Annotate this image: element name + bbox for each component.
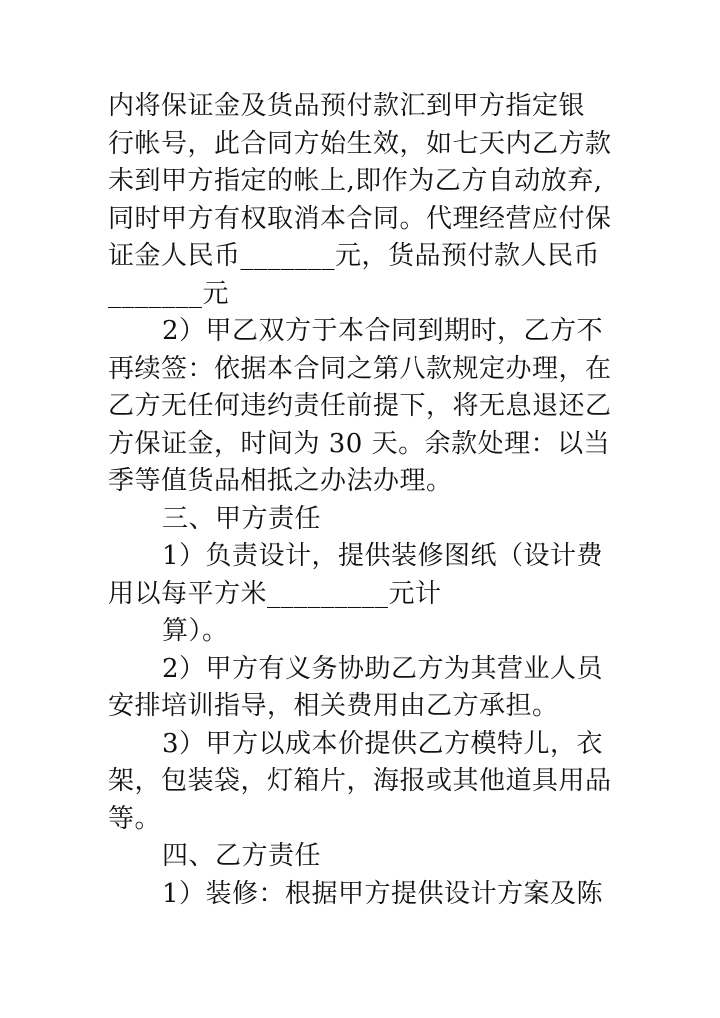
text-line: 再续签：依据本合同之第八款规定办理，在 <box>108 353 612 384</box>
text-line: 乙方无任何违约责任前提下，将无息退还乙 <box>108 391 612 421</box>
text-line: 安排培训指导，相关费用由乙方承担。 <box>108 691 559 721</box>
text-line: _______元 <box>108 278 230 309</box>
text-line: 未到甲方指定的帐上,即作为乙方自动放弃, <box>108 166 603 196</box>
section-heading: 四、乙方责任 <box>162 841 322 871</box>
text-line: 用以每平方米_________元计 <box>108 578 442 609</box>
text-line: 内将保证金及货品预付款汇到甲方指定银 <box>108 91 586 121</box>
text-line: 行帐号，此合同方始生效，如七天内乙方款 <box>108 128 612 159</box>
text-line: 同时甲方有权取消本合同。代理经营应付保 <box>108 203 612 234</box>
text-line: 方保证金，时间为 30 天。余款处理：以当 <box>108 428 611 459</box>
text-line: 算）。 <box>162 616 229 646</box>
text-line: 3）甲方以成本价提供乙方模特儿，衣 <box>162 728 604 759</box>
text-line: 证金人民币_______元，货品预付款人民币 <box>108 241 601 271</box>
text-line: 2）甲乙双方于本合同到期时，乙方不 <box>162 316 604 346</box>
document-page <box>108 88 628 913</box>
text-line: 2）甲方有义务协助乙方为其营业人员 <box>162 653 604 684</box>
text-line: 1）装修：根据甲方提供设计方案及陈 <box>162 878 604 909</box>
text-line: 等。 <box>108 803 162 834</box>
text-line: 1）负责设计，提供装修图纸（设计费 <box>162 541 604 571</box>
text-line: 架，包装袋，灯箱片，海报或其他道具用品 <box>108 766 612 796</box>
text-line: 季等值货品相抵之办法办理。 <box>108 466 453 496</box>
section-heading: 三、甲方责任 <box>162 503 322 534</box>
